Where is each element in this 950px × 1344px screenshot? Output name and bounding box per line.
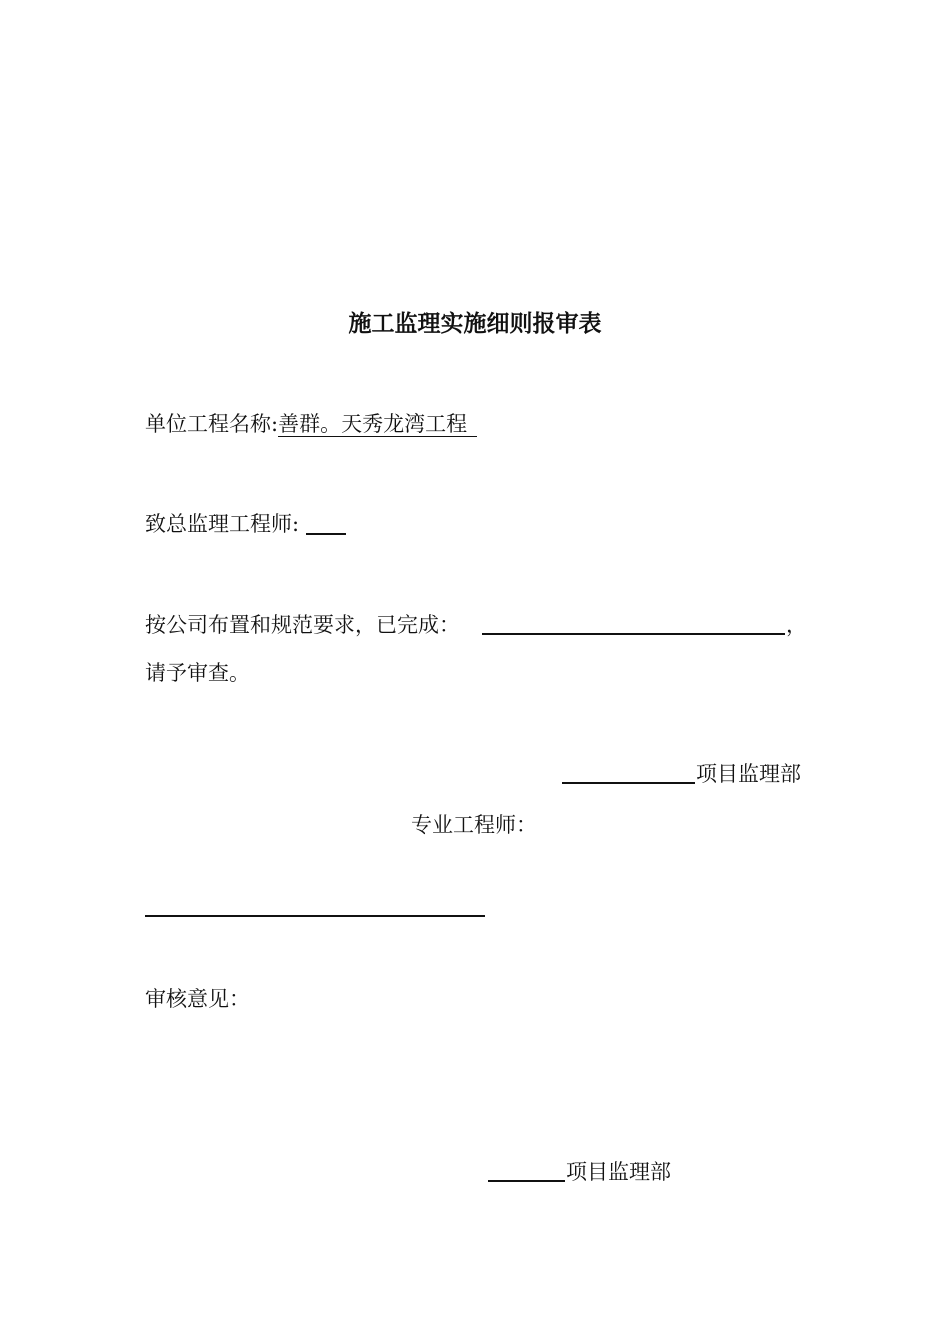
specialist-engineer-label: 专业工程师： <box>411 813 537 837</box>
addressee-blank-line <box>306 533 346 535</box>
completion-suffix: ， <box>786 613 807 637</box>
supervision-dept-label-2: 项目监理部 <box>566 1160 671 1184</box>
addressee-label: 致总监理工程师: <box>145 512 300 536</box>
project-name-label: 单位工程名称: <box>145 412 279 436</box>
dept-blank-line-1 <box>562 782 695 784</box>
project-name-row <box>145 414 477 435</box>
review-opinion-label: 审核意见： <box>145 987 250 1011</box>
dept-blank-line-2 <box>488 1180 565 1182</box>
supervision-dept-label-1: 项目监理部 <box>696 762 801 786</box>
completion-label: 按公司布置和规范要求，已完成： <box>145 613 460 637</box>
signature-blank-line <box>145 915 485 917</box>
review-request-text: 请予审查。 <box>145 661 250 685</box>
form-title: 施工监理实施细则报审表 <box>348 310 602 337</box>
project-name-value: 善群。天秀龙湾工程 <box>278 412 477 437</box>
completion-blank-line <box>482 633 785 635</box>
